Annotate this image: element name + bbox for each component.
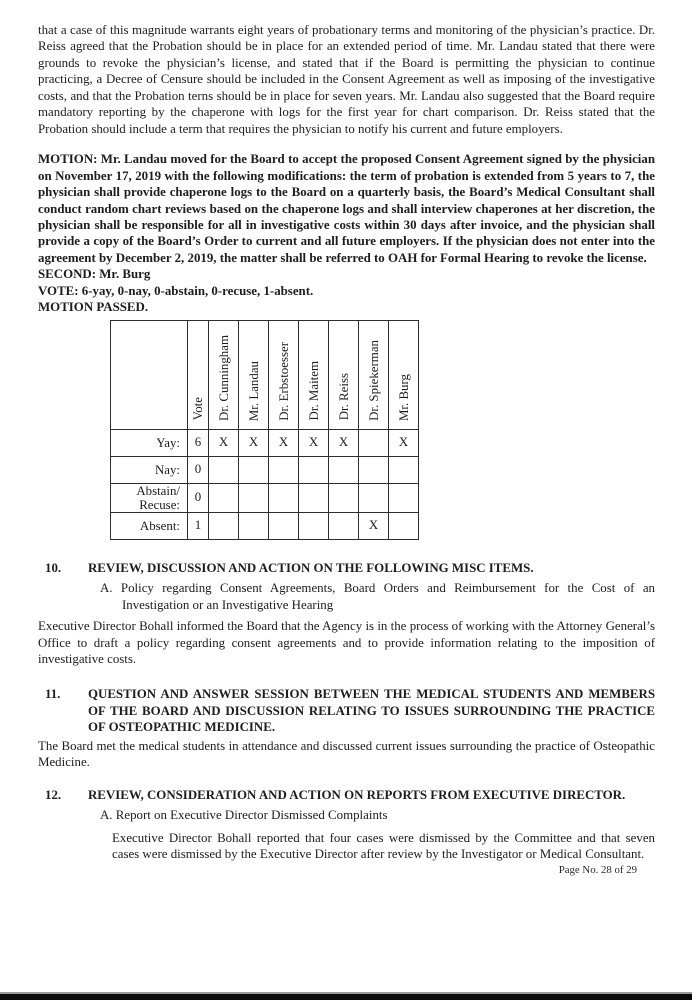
vote-count-cell: 0 <box>188 456 209 483</box>
vote-table-column-header <box>188 320 209 429</box>
column-header-label: Dr. Spiekerman <box>366 339 381 421</box>
vote-table-header-row <box>111 320 419 429</box>
vote-mark-cell: X <box>239 429 269 456</box>
column-header-label: Dr. Maitem <box>306 361 321 421</box>
vote-mark-cell <box>209 512 239 539</box>
column-header-label: Mr. Burg <box>396 373 411 421</box>
vote-table-column-header <box>359 320 389 429</box>
vote-mark-cell <box>299 512 329 539</box>
vote-table <box>110 320 419 540</box>
vote-mark-cell <box>269 456 299 483</box>
vote-table-column-header <box>209 320 239 429</box>
item-number: 12. <box>45 787 62 802</box>
vote-mark-cell: X <box>359 512 389 539</box>
vote-mark-cell <box>329 456 359 483</box>
item-10-sub-item-a: A. Policy regarding Consent Agreements, Board Orders and Reimbursement for the Cost of an Investigation or an Investigative Hearing <box>100 581 655 612</box>
item-number: 10. <box>45 560 62 575</box>
item-12-sub-item-a: A. Report on Executive Director Dismissed Complaints <box>100 808 388 823</box>
vote-line: VOTE: 6-yay, 0-nay, 0-abstain, 0-recuse, 1-absent. <box>38 283 314 298</box>
item-heading: QUESTION AND ANSWER SESSION BETWEEN THE MEDICAL STUDENTS AND MEMBERS OF THE BOARD AND DISCUSSION RELATING TO ISSUES SURROUNDING THE PRACTICE OF OSTEOPATHIC MEDICINE. <box>88 687 655 735</box>
vote-table-column-header <box>269 320 299 429</box>
row-label: Abstain/ Recuse: <box>111 483 188 512</box>
agenda-item-12 <box>38 787 655 803</box>
item-heading: REVIEW, CONSIDERATION AND ACTION ON REPORTS FROM EXECUTIVE DIRECTOR. <box>88 787 626 802</box>
vote-table-row-nay <box>111 456 419 483</box>
vote-mark-cell <box>359 456 389 483</box>
vote-table-row-absent <box>111 512 419 539</box>
vote-mark-cell <box>209 456 239 483</box>
vote-mark-cell <box>209 483 239 512</box>
column-header-label: Vote <box>191 397 205 421</box>
vote-count-cell: 1 <box>188 512 209 539</box>
vote-mark-cell: X <box>329 429 359 456</box>
vote-table-column-header <box>299 320 329 429</box>
page-number-footer: Page No. 28 of 29 <box>558 863 637 876</box>
column-header-label: Mr. Landau <box>246 360 261 421</box>
vote-table-row-yay <box>111 429 419 456</box>
row-label: Yay: <box>111 429 188 456</box>
vote-mark-cell: X <box>209 429 239 456</box>
column-header-label: Dr. Erbstoesser <box>276 341 291 421</box>
scan-bottom-edge <box>0 992 692 1000</box>
item-number: 11. <box>45 687 61 702</box>
vote-mark-cell <box>269 483 299 512</box>
item-11-body: The Board met the medical students in attendance and discussed current issues surrounding the practice of Osteopathic Medicine. <box>38 738 655 770</box>
vote-mark-cell <box>299 483 329 512</box>
item-12-body: Executive Director Bohall reported that four cases were dismissed by the Committee and that seven cases were dismissed by the Executive Director after review by the Investigator or Medical Consultant. <box>112 830 655 862</box>
vote-mark-cell <box>329 512 359 539</box>
vote-mark-cell <box>239 483 269 512</box>
vote-mark-cell <box>389 483 419 512</box>
vote-mark-cell: X <box>269 429 299 456</box>
vote-count-cell: 6 <box>188 429 209 456</box>
vote-count-cell: 0 <box>188 483 209 512</box>
vote-table-column-header <box>329 320 359 429</box>
vote-table-corner-cell <box>111 320 188 429</box>
vote-mark-cell <box>389 512 419 539</box>
vote-table-row-abstain-recuse <box>111 483 419 512</box>
vote-mark-cell <box>269 512 299 539</box>
vote-mark-cell <box>359 429 389 456</box>
column-header-label: Dr. Cunningham <box>216 334 231 421</box>
second-line: SECOND: Mr. Burg <box>38 267 151 282</box>
column-header-label: Dr. Reiss <box>336 373 351 421</box>
intro-paragraph: that a case of this magnitude warrants eight years of probationary terms and monitoring of the physician’s practice. Dr. Reiss agreed that the Probation should be in place for an extended period of time. Mr. Landau stated that there were grounds to revoke the physician’s license, and stated that if the Board is permitting the physician to continue practicing, a Decree of Censure should be included in the Consent Agreement as well as imposing of the investigative costs, and that the Probation terns should be in place for seven years. Mr. Landau also suggested that the Board require mandatory reporting by the chaperone with logs for the first year for chart comparison. Dr. Reiss stated that the Probation should include a term that requires the physician to notify his current and future employers. <box>38 23 655 136</box>
vote-mark-cell <box>299 456 329 483</box>
vote-mark-cell: X <box>389 429 419 456</box>
vote-mark-cell <box>329 483 359 512</box>
row-label: Nay: <box>111 456 188 483</box>
motion-paragraph: MOTION: Mr. Landau moved for the Board to accept the proposed Consent Agreement signed by the physician on November 17, 2019 with the following modifications: the term of probation is extended from 5 years to 7, the physician shall provide chaperone logs to the Board on a quarterly basis, the Board’s Medical Consultant shall conduct random chart reviews based on the chaperone logs and shall interview chaperones at her discretion, the physician shall be responsible for all in investigative costs within 30 days after invoice, and the physician shall provide a copy of the Board’s Order to current and all future employers. If the physician does not enter into the agreement by December 2, 2019, the matter shall be referred to OAH for Formal Hearing to revoke the license. <box>38 152 655 265</box>
item-10-body: Executive Director Bohall informed the Board that the Agency is in the process of working with the Attorney General’s Office to draft a policy regarding consent agreements and to provide information relating to the imposition of investigative costs. <box>38 619 655 666</box>
motion-result-line: MOTION PASSED. <box>38 300 149 315</box>
vote-mark-cell <box>359 483 389 512</box>
vote-mark-cell <box>239 456 269 483</box>
row-label: Absent: <box>111 512 188 539</box>
vote-mark-cell: X <box>299 429 329 456</box>
vote-table-column-header <box>389 320 419 429</box>
vote-table-column-header <box>239 320 269 429</box>
vote-mark-cell <box>389 456 419 483</box>
vote-mark-cell <box>239 512 269 539</box>
item-heading: REVIEW, DISCUSSION AND ACTION ON THE FOLLOWING MISC ITEMS. <box>88 560 534 575</box>
agenda-item-11 <box>38 686 655 735</box>
agenda-item-10 <box>38 560 655 576</box>
